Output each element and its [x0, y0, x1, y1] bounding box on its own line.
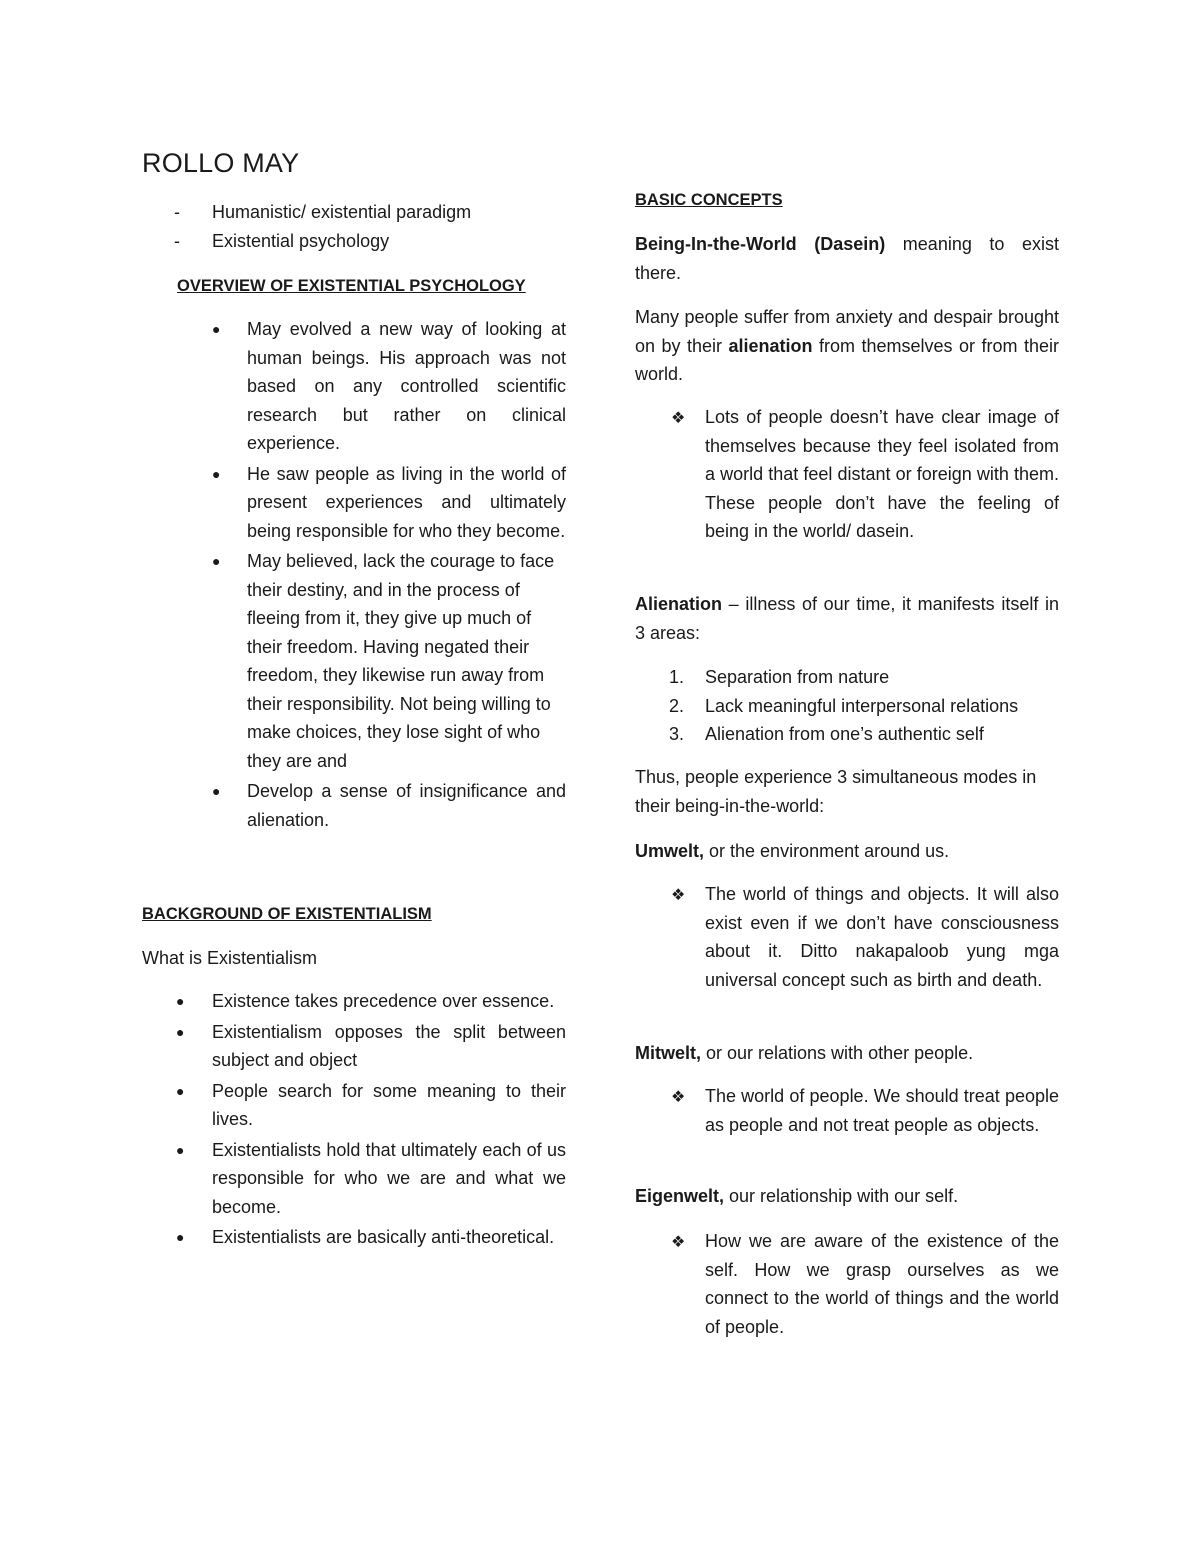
- bullet-dot-icon: ●: [212, 553, 221, 569]
- overview-heading: OVERVIEW OF EXISTENTIAL PSYCHOLOGY: [177, 277, 526, 295]
- eigenwelt-detail-item: ❖ How we are aware of the existence of the self. How we grasp ourselves as we connect to the world of things and the world of people.: [671, 1231, 1059, 1337]
- area-item: 2. Lack meaningful interpersonal relations: [669, 695, 1019, 716]
- many-people-paragraph: Many people suffer from anxiety and despair brought on by their alienation from themselves or from their world.: [635, 307, 1059, 384]
- being-in-the-world-paragraph: Being-In-the-World (Dasein) meaning to exist there.: [635, 234, 1060, 283]
- overview-bullet: ● May evolved a new way of looking at human beings. His approach was not based on any controlled scientific research but rather on clinical experience.: [142, 315, 566, 458]
- eigenwelt-paragraph: Eigenwelt, our relationship with our self.: [635, 1186, 959, 1206]
- intro-item-psychology: - Existential psychology: [142, 227, 566, 256]
- mitwelt-paragraph: Mitwelt, or our relations with other people.: [635, 1043, 974, 1063]
- background-bullet: ● Existentialists are basically anti-theoretical.: [142, 1223, 566, 1252]
- background-bullet: ● Existentialism opposes the split between subject and object: [142, 1018, 566, 1075]
- mitwelt-term: Mitwelt,: [635, 1043, 701, 1063]
- being-term: Being-In-the-World (Dasein): [635, 234, 886, 254]
- diamond-bullet-icon: ❖: [671, 1089, 686, 1106]
- overview-bullets: [142, 315, 566, 836]
- umwelt-term: Umwelt,: [635, 841, 705, 861]
- overview-bullet: ● May believed, lack the courage to face their destiny, and in the process of fleeing from it, they give up much of their freedom. Having negated their freedom, they likewise run away from their responsibility. Not being willing to make choices, they lose sight of who they are and: [142, 547, 566, 775]
- lots-of-people-item: ❖ Lots of people doesn’t have clear image of themselves because they feel isolated from a world that feel distant or foreign with them. These people don’t have the feeling of being in the world/ dasein.: [671, 407, 1059, 541]
- eigenwelt-term: Eigenwelt,: [635, 1186, 725, 1206]
- area-item: 3. Alienation from one’s authentic self: [669, 724, 984, 744]
- bullet-dot-icon: ●: [176, 1023, 185, 1040]
- overview-bullet: ● He saw people as living in the world of present experiences and ultimately being responsible for who they become.: [142, 460, 566, 546]
- background-bullet: ● Existence takes precedence over essence.: [142, 987, 566, 1016]
- background-heading: BACKGROUND OF EXISTENTIALISM: [142, 905, 432, 923]
- alienation-areas-list: [635, 663, 1059, 749]
- background-bullet: ● People search for some meaning to their lives.: [142, 1077, 566, 1134]
- diamond-bullet-icon: ❖: [671, 1234, 686, 1251]
- bullet-dot-icon: ●: [176, 993, 185, 1009]
- bullet-dot-icon: ●: [176, 1141, 185, 1158]
- thus-paragraph: Thus, people experience 3 simultaneous modes in their being-in-the-world:: [635, 767, 1037, 816]
- alienation-term: Alienation: [635, 594, 723, 614]
- umwelt-detail-item: ❖ The world of things and objects. It will also exist even if we don’t have consciousness about it. Ditto nakapaloob yung mga universal concept such as birth and death.: [671, 884, 1059, 990]
- intro-list: [142, 198, 566, 255]
- background-bullet: ● Existentialists hold that ultimately each of us responsible for who we are and what we become.: [142, 1136, 566, 1222]
- intro-item-paradigm: - Humanistic/ existential paradigm: [142, 198, 566, 227]
- mitwelt-detail-item: ❖ The world of people. We should treat people as people and not treat people as objects.: [671, 1086, 1059, 1135]
- background-subtitle: What is Existentialism: [142, 948, 318, 968]
- alienation-emphasis: alienation: [728, 335, 813, 356]
- diamond-bullet-icon: ❖: [671, 887, 686, 904]
- bullet-dot-icon: ●: [212, 783, 221, 799]
- background-bullets: [142, 987, 566, 1254]
- bullet-dot-icon: ●: [212, 465, 221, 482]
- bullet-dot-icon: ●: [176, 1229, 185, 1245]
- bullet-dot-icon: ●: [176, 1082, 185, 1099]
- area-item: 1. Separation from nature: [669, 667, 890, 687]
- umwelt-paragraph: Umwelt, or the environment around us.: [635, 841, 950, 861]
- diamond-bullet-icon: ❖: [671, 410, 686, 427]
- basic-concepts-heading: BASIC CONCEPTS: [635, 191, 783, 209]
- page-title: ROLLO MAY: [142, 148, 300, 178]
- overview-bullet: ● Develop a sense of insignificance and alienation.: [142, 777, 566, 834]
- alienation-paragraph: Alienation – illness of our time, it manifests itself in 3 areas:: [635, 594, 1059, 643]
- bullet-dot-icon: ●: [212, 321, 221, 337]
